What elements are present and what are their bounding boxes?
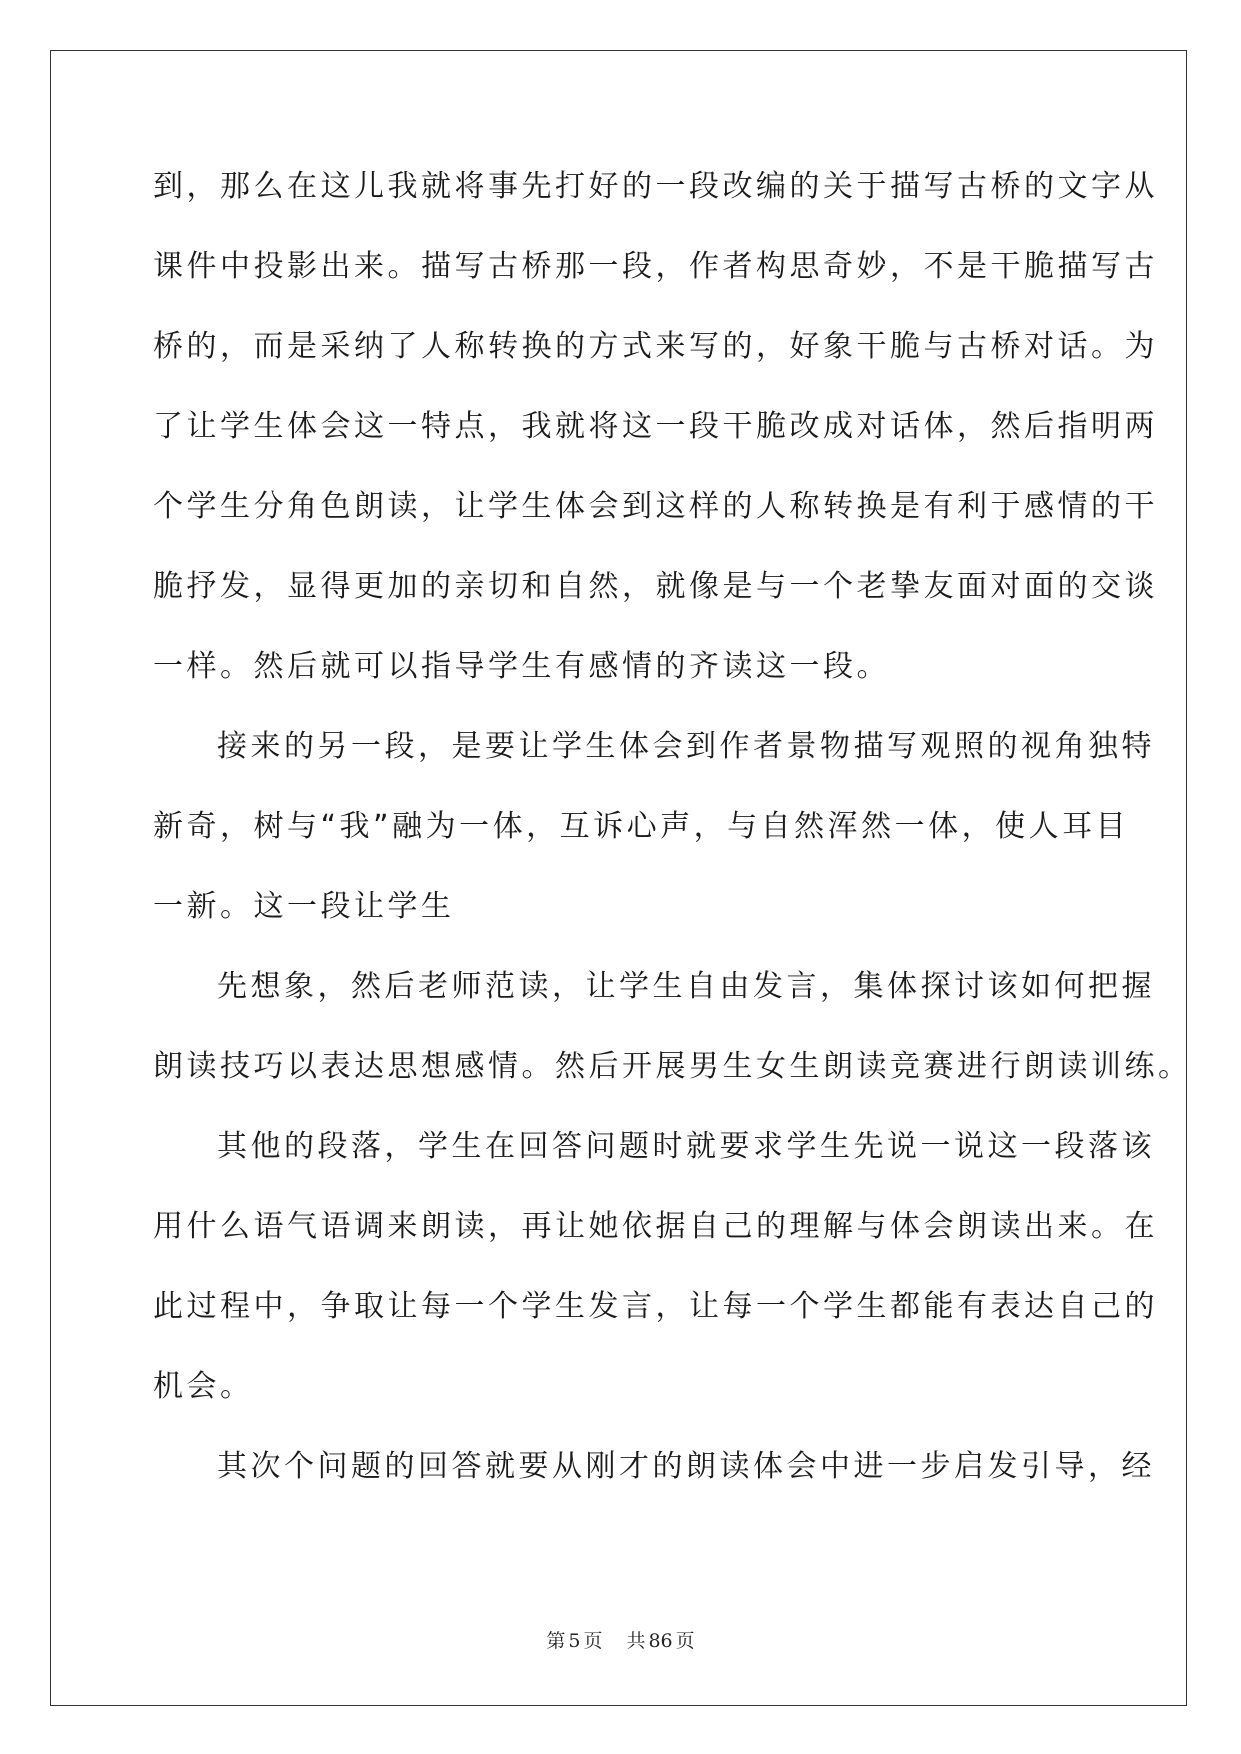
text-line: 用什么语气语调来朗读，再让她依据自己的理解与体会朗读出来。在 (153, 1209, 1158, 1244)
page-prefix: 第 (546, 1630, 566, 1652)
text-line: 到，那么在这儿我就将事先打好的一段改编的关于描写古桥的文字从 (153, 169, 1158, 204)
text-line: 个学生分角色朗读，让学生体会到这样的人称转换是有利于感情的干 (153, 489, 1158, 524)
document-body (153, 169, 1192, 1530)
text-line: 机会。 (153, 1369, 254, 1404)
paragraph-first-line: 其次个问题的回答就要从刚才的朗读体会中进一步启发引导，经 (217, 1449, 1155, 1484)
page-suffix: 页 (583, 1630, 603, 1652)
page-number: 5 (568, 1630, 581, 1652)
text-line: 此过程中，争取让每一个学生发言，让每一个学生都能有表达自己的 (153, 1289, 1158, 1324)
text-line: 了让学生体会这一特点，我就将这一段干脆改成对话体，然后指明两 (153, 409, 1158, 444)
text-line: 朗读技巧以表达思想感情。然后开展男生女生朗读竞赛进行朗读训练。 (153, 1049, 1192, 1084)
paragraph-first-line: 接来的另一段，是要让学生体会到作者景物描写观照的视角独特 (217, 729, 1155, 764)
total-pages: 86 (648, 1630, 673, 1652)
total-suffix: 页 (675, 1630, 695, 1652)
total-prefix: 共 (626, 1630, 646, 1652)
text-line: 脆抒发，显得更加的亲切和自然，就像是与一个老挚友面对面的交谈 (153, 569, 1158, 604)
paragraph-first-line: 先想象，然后老师范读，让学生自由发言，集体探讨该如何把握 (217, 969, 1155, 1004)
text-line: 新奇，树与“我”融为一体，互诉心声，与自然浑然一体，使人耳目 (153, 809, 1130, 844)
text-line: 一样。然后就可以指导学生有感情的齐读这一段。 (153, 649, 890, 684)
paragraph-first-line: 其他的段落，学生在回答问题时就要求学生先说一说这一段落该 (217, 1129, 1155, 1164)
text-line: 一新。这一段让学生 (153, 889, 455, 924)
text-line: 桥的，而是采纳了人称转换的方式来写的，好象干脆与古桥对话。为 (153, 329, 1158, 364)
page-footer (0, 1626, 1241, 1653)
text-line: 课件中投影出来。描写古桥那一段，作者构思奇妙，不是干脆描写古 (153, 249, 1158, 284)
